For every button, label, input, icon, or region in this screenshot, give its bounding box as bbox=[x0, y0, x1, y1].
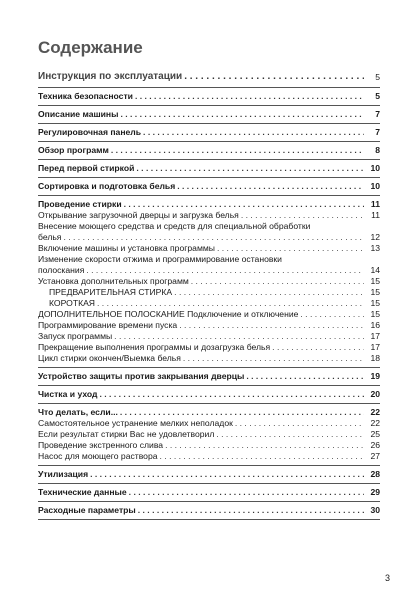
dot-leader bbox=[177, 181, 364, 192]
toc-entry[interactable] bbox=[38, 199, 380, 210]
dot-leader bbox=[216, 429, 364, 440]
toc-subentry[interactable] bbox=[38, 265, 380, 276]
toc-subentry-line: Внесение моющего средства и средств для специальной обработки bbox=[38, 221, 311, 231]
toc-entry-text: Установка дополнительных программ bbox=[38, 276, 189, 286]
separator bbox=[38, 159, 380, 160]
toc-entry-page: 10 bbox=[370, 181, 380, 191]
dot-leader bbox=[183, 353, 364, 364]
toc-entry-text: Самостоятельное устранение мелких неполадок bbox=[38, 418, 233, 428]
table-of-contents bbox=[38, 70, 380, 523]
toc-entry-page: 17 bbox=[370, 331, 380, 341]
toc-entry-text: Включение машины и установка программы bbox=[38, 243, 215, 253]
dot-leader bbox=[174, 287, 364, 298]
toc-entry[interactable] bbox=[38, 109, 380, 120]
toc-entry[interactable] bbox=[38, 163, 380, 174]
dot-leader bbox=[111, 145, 364, 156]
toc-entry-text: Технические данные bbox=[38, 487, 127, 497]
dot-leader bbox=[114, 331, 364, 342]
toc-entry-text: Описание машины bbox=[38, 109, 119, 119]
separator bbox=[38, 141, 380, 142]
toc-subentry[interactable] bbox=[38, 243, 380, 254]
toc-subentry[interactable] bbox=[38, 331, 380, 342]
toc-entry-text: Расходные параметры bbox=[38, 505, 136, 515]
toc-entry-page: 5 bbox=[375, 91, 380, 101]
toc-entry-page: 11 bbox=[370, 199, 380, 209]
toc-subentry[interactable] bbox=[38, 276, 380, 287]
toc-entry-page: 22 bbox=[370, 407, 380, 417]
toc-entry-text: Открывание загрузочной дверцы и загрузка белья bbox=[38, 210, 239, 220]
dot-leader bbox=[191, 276, 364, 287]
toc-entry-text: Сортировка и подготовка белья bbox=[38, 181, 176, 191]
toc-entry-page: 15 bbox=[370, 309, 380, 319]
dot-leader bbox=[179, 320, 364, 331]
toc-entry-page: 12 bbox=[370, 232, 380, 242]
toc-subentry[interactable] bbox=[38, 440, 380, 451]
toc-entry-page: 15 bbox=[370, 287, 380, 297]
toc-entry-page: 13 bbox=[370, 243, 380, 253]
toc-subentry[interactable] bbox=[38, 287, 380, 298]
dot-leader bbox=[135, 91, 364, 102]
toc-entry-text: Программирование времени пуска bbox=[38, 320, 178, 330]
toc-entry-page: 10 bbox=[370, 163, 380, 173]
toc-entry[interactable] bbox=[38, 505, 380, 516]
toc-entry-text: КОРОТКАЯ bbox=[49, 298, 96, 308]
toc-entry-text: Устройство защиты против закрывания дверцы bbox=[38, 371, 245, 381]
toc-subentry[interactable] bbox=[38, 451, 380, 462]
toc-entry-text: полоскания bbox=[38, 265, 85, 275]
toc-entry-text: Чистка и уход bbox=[38, 389, 98, 399]
toc-subentry[interactable] bbox=[38, 309, 380, 320]
dot-leader bbox=[63, 232, 364, 243]
toc-entry-page: 29 bbox=[370, 487, 380, 497]
toc-entry[interactable] bbox=[38, 487, 380, 498]
toc-entry-page: 15 bbox=[370, 298, 380, 308]
dot-leader bbox=[165, 440, 364, 451]
dot-leader bbox=[184, 70, 364, 84]
toc-entry-text: Насос для моющего раствора bbox=[38, 451, 158, 461]
toc-entry-text: Что делать, если... bbox=[38, 407, 118, 417]
dot-leader bbox=[272, 342, 364, 353]
separator bbox=[38, 483, 380, 484]
toc-entry-page: 7 bbox=[375, 127, 380, 137]
toc-entry-text: Цикл стирки окончен/Выемка белья bbox=[38, 353, 181, 363]
toc-entry-text: Инструкция по эксплуатации bbox=[38, 71, 183, 82]
toc-subentry-line: Изменение скорости отжима и программирование остановки bbox=[38, 254, 282, 264]
page-title: Содержание bbox=[38, 38, 143, 57]
dot-leader bbox=[246, 371, 364, 382]
separator bbox=[38, 105, 380, 106]
toc-entry-text: Утилизация bbox=[38, 469, 89, 479]
toc-entry-text: Обзор программ bbox=[38, 145, 109, 155]
toc-subentry[interactable] bbox=[38, 320, 380, 331]
toc-entry-page: 19 bbox=[370, 371, 380, 381]
dot-leader bbox=[235, 418, 364, 429]
toc-entry-page: 15 bbox=[370, 276, 380, 286]
dot-leader bbox=[90, 469, 364, 480]
page-number: 3 bbox=[384, 573, 390, 583]
toc-entry-page: 11 bbox=[371, 210, 380, 220]
toc-subentry[interactable] bbox=[38, 353, 380, 364]
toc-entry[interactable] bbox=[38, 127, 380, 138]
separator bbox=[38, 519, 380, 520]
dot-leader bbox=[86, 265, 364, 276]
separator bbox=[38, 367, 380, 368]
toc-entry[interactable] bbox=[38, 389, 380, 400]
toc-subentry[interactable] bbox=[38, 418, 380, 429]
toc-entry[interactable] bbox=[38, 407, 380, 418]
dot-leader bbox=[120, 407, 364, 418]
toc-entry[interactable] bbox=[38, 145, 380, 156]
toc-entry-page: 14 bbox=[370, 265, 380, 275]
toc-entry-text: Перед первой стиркой bbox=[38, 163, 135, 173]
toc-entry-text: Запуск программы bbox=[38, 331, 113, 341]
separator bbox=[38, 403, 380, 404]
separator bbox=[38, 385, 380, 386]
toc-entry-main[interactable] bbox=[38, 70, 380, 84]
toc-entry-text: Если результат стирки Вас не удовлетворил bbox=[38, 429, 215, 439]
toc-entry-text: Проведение стирки bbox=[38, 199, 122, 209]
dot-leader bbox=[217, 243, 364, 254]
toc-entry-text: Техника безопасности bbox=[38, 91, 133, 101]
separator bbox=[38, 87, 380, 88]
toc-subentry[interactable] bbox=[38, 429, 380, 440]
toc-entry[interactable] bbox=[38, 469, 380, 480]
toc-entry[interactable] bbox=[38, 181, 380, 192]
toc-entry-page: 17 bbox=[370, 342, 380, 352]
dot-leader bbox=[160, 451, 364, 462]
toc-subentry[interactable] bbox=[38, 210, 380, 221]
toc-entry-page: 8 bbox=[375, 145, 380, 155]
toc-entry-text: ПРЕДВАРИТЕЛЬНАЯ СТИРКА bbox=[49, 287, 173, 297]
toc-entry-page: 20 bbox=[370, 389, 380, 399]
dot-leader bbox=[124, 199, 364, 210]
toc-entry[interactable] bbox=[38, 371, 380, 382]
toc-subentry[interactable] bbox=[38, 232, 380, 243]
toc-entry-text: Проведение экстренного слива bbox=[38, 440, 164, 450]
dot-leader bbox=[136, 163, 364, 174]
dot-leader bbox=[241, 210, 364, 221]
toc-entry-page: 7 bbox=[375, 109, 380, 119]
toc-entry-page: 30 bbox=[370, 505, 380, 515]
toc-entry-page: 5 bbox=[375, 72, 380, 82]
toc-entry-text: белья bbox=[38, 232, 62, 242]
toc-entry-page: 18 bbox=[370, 353, 380, 363]
dot-leader bbox=[138, 505, 364, 516]
separator bbox=[38, 501, 380, 502]
dot-leader bbox=[97, 298, 364, 309]
toc-entry-page: 25 bbox=[370, 429, 380, 439]
toc-entry-page: 16 bbox=[370, 320, 380, 330]
separator bbox=[38, 177, 380, 178]
toc-entry-text: Регулировочная панель bbox=[38, 127, 142, 137]
toc-entry-text: Прекращение выполнения программы и дозагрузка белья bbox=[38, 342, 271, 352]
dot-leader bbox=[143, 127, 364, 138]
toc-entry[interactable] bbox=[38, 91, 380, 102]
dot-leader bbox=[129, 487, 364, 498]
dot-leader bbox=[300, 309, 364, 320]
toc-entry-page: 27 bbox=[370, 451, 380, 461]
separator bbox=[38, 123, 380, 124]
separator bbox=[38, 195, 380, 196]
toc-entry-page: 28 bbox=[370, 469, 380, 479]
toc-entry-text: ДОПОЛНИТЕЛЬНОЕ ПОЛОСКАНИЕ Подключение и отключение bbox=[38, 309, 299, 319]
toc-subentry[interactable] bbox=[38, 342, 380, 353]
dot-leader bbox=[120, 109, 364, 120]
toc-entry-page: 26 bbox=[370, 440, 380, 450]
toc-entry-page: 22 bbox=[370, 418, 380, 428]
toc-subentry[interactable] bbox=[38, 298, 380, 309]
separator bbox=[38, 465, 380, 466]
dot-leader bbox=[100, 389, 365, 400]
